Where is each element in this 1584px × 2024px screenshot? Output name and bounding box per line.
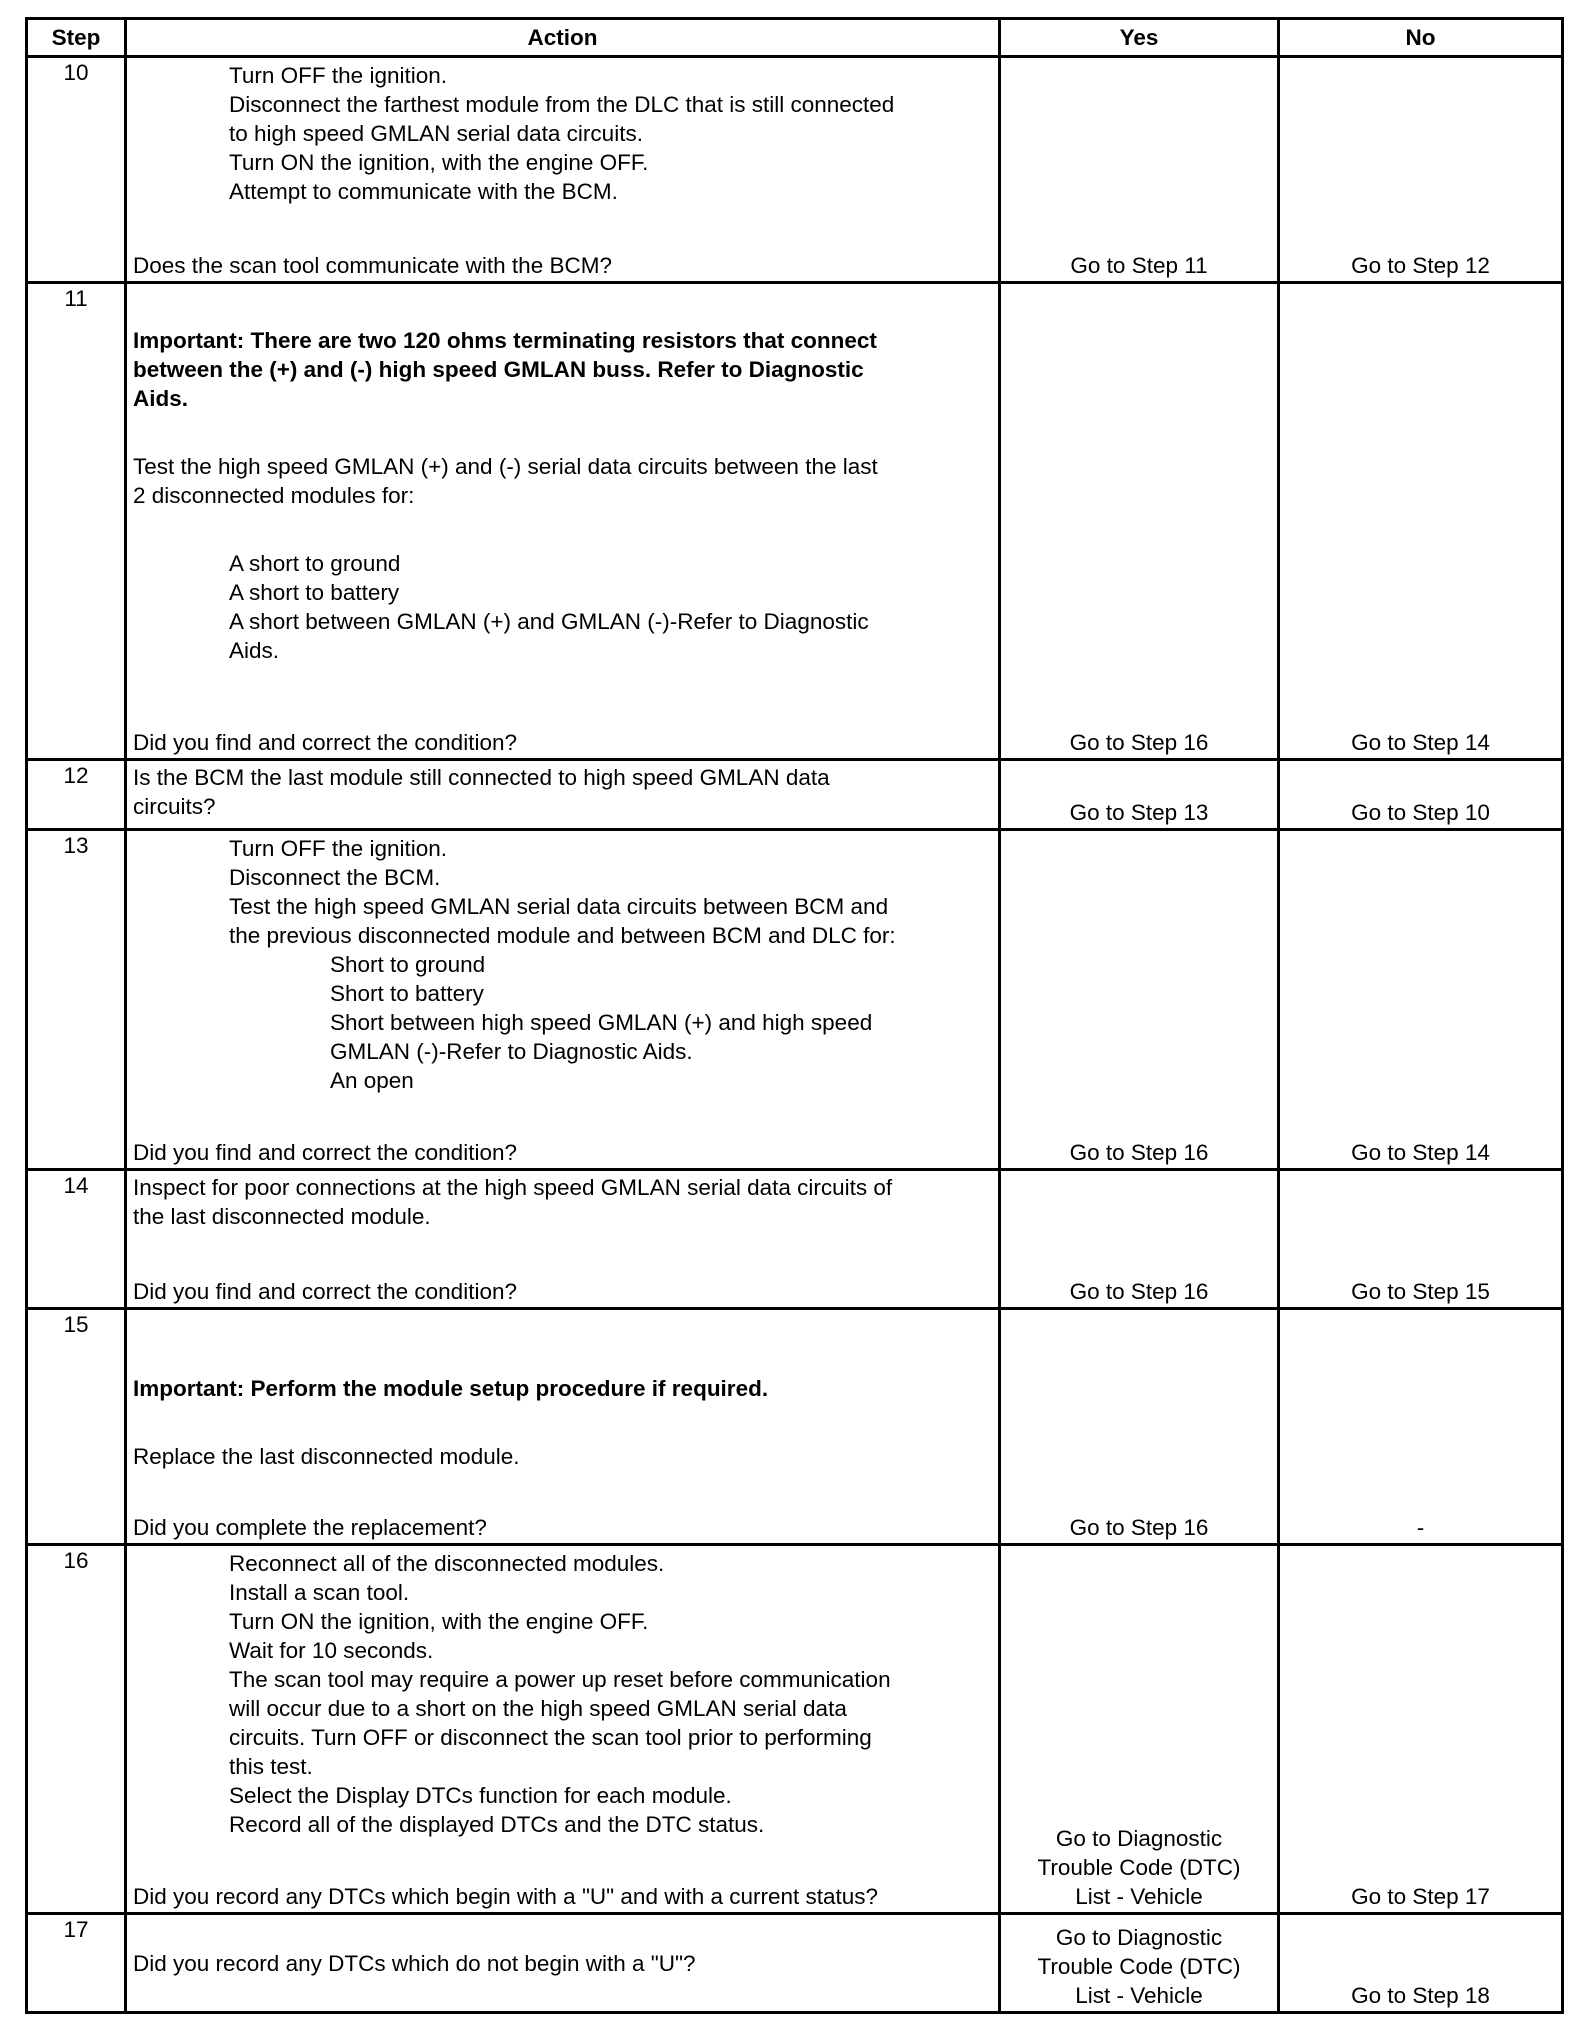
action-line: circuits. Turn OFF or disconnect the scan tool prior to performing <box>229 1725 872 1750</box>
no-answer: Go to Step 15 <box>1351 1279 1490 1304</box>
yes-answer-line: Go to Diagnostic <box>1055 1826 1223 1851</box>
yes-answer: Go to Step 13 <box>1069 800 1209 825</box>
header-action: Action <box>126 19 1000 57</box>
action-line: Replace the last disconnected module. <box>133 1444 520 1469</box>
action-line: Record all of the displayed DTCs and the DTC status. <box>229 1812 765 1837</box>
yes-cell <box>1000 1545 1279 1914</box>
yes-answer-line: List - Vehicle <box>1075 1884 1203 1909</box>
action-line: the last disconnected module. <box>133 1204 431 1229</box>
no-cell <box>1279 57 1563 283</box>
no-answer: Go to Step 14 <box>1351 730 1490 755</box>
question-text: Did you complete the replacement? <box>133 1515 487 1540</box>
step-number: 13 <box>27 830 126 1170</box>
no-answer: Go to Step 10 <box>1351 800 1490 825</box>
action-line: Turn ON the ignition, with the engine OFF. <box>229 1609 649 1634</box>
yes-answer <box>1001 1824 1277 1911</box>
action-line: Aids. <box>229 638 280 663</box>
yes-answer: Go to Step 16 <box>1069 1140 1209 1165</box>
yes-cell <box>1000 830 1279 1170</box>
action-cell <box>126 830 1000 1170</box>
action-cell <box>126 1545 1000 1914</box>
action-cell <box>126 760 1000 830</box>
test-line: 2 disconnected modules for: <box>133 483 415 508</box>
table-row <box>27 1914 1563 2013</box>
no-cell <box>1279 1170 1563 1309</box>
no-cell <box>1279 1309 1563 1545</box>
yes-cell <box>1000 1170 1279 1309</box>
no-cell <box>1279 283 1563 760</box>
yes-answer: Go to Step 16 <box>1069 1515 1209 1540</box>
no-answer: Go to Step 17 <box>1351 1884 1490 1909</box>
action-line: the previous disconnected module and between BCM and DLC for: <box>229 923 896 948</box>
action-line: A short between GMLAN (+) and GMLAN (-)-Refer to Diagnostic <box>229 609 869 634</box>
action-line: Wait for 10 seconds. <box>229 1638 434 1663</box>
yes-answer: Go to Step 16 <box>1069 1279 1209 1304</box>
no-cell <box>1279 830 1563 1170</box>
no-cell <box>1279 1545 1563 1914</box>
action-line: Install a scan tool. <box>229 1580 410 1605</box>
action-line: A short to ground <box>229 551 401 576</box>
sub-item: Short between high speed GMLAN (+) and high speed <box>330 1010 873 1035</box>
no-answer: Go to Step 12 <box>1351 253 1490 278</box>
step-number: 10 <box>27 57 126 283</box>
no-cell <box>1279 1914 1563 2013</box>
action-line: Disconnect the BCM. <box>229 865 441 890</box>
step-number: 17 <box>27 1914 126 2013</box>
yes-cell <box>1000 1309 1279 1545</box>
yes-answer-line: Trouble Code (DTC) <box>1037 1954 1241 1979</box>
yes-answer: Go to Step 11 <box>1070 253 1208 278</box>
important-line: between the (+) and (-) high speed GMLAN buss. Refer to Diagnostic <box>133 357 864 382</box>
action-line: Reconnect all of the disconnected modules. <box>229 1551 665 1576</box>
important-line: Important: Perform the module setup procedure if required. <box>133 1376 769 1401</box>
action-cell <box>126 1170 1000 1309</box>
action-line: Turn OFF the ignition. <box>229 63 448 88</box>
action-line: Turn ON the ignition, with the engine OFF. <box>229 150 649 175</box>
yes-answer: Go to Step 16 <box>1069 730 1209 755</box>
test-line: Test the high speed GMLAN (+) and (-) serial data circuits between the last <box>133 454 878 479</box>
step-number: 16 <box>27 1545 126 1914</box>
important-line: Important: There are two 120 ohms terminating resistors that connect <box>133 328 877 353</box>
yes-cell <box>1000 57 1279 283</box>
question-text: Did you find and correct the condition? <box>133 1279 517 1304</box>
action-line: to high speed GMLAN serial data circuits. <box>229 121 643 146</box>
diagnostic-table <box>25 17 1564 2014</box>
yes-answer-line: Go to Diagnostic <box>1055 1925 1223 1950</box>
action-line: this test. <box>229 1754 313 1779</box>
action-line: Attempt to communicate with the BCM. <box>229 179 618 204</box>
yes-answer <box>1001 1923 1277 2010</box>
question-text: Did you record any DTCs which do not begin with a "U"? <box>133 1950 696 1976</box>
question-line: Is the BCM the last module still connected to high speed GMLAN data <box>133 765 830 790</box>
table-row <box>27 283 1563 760</box>
question-text: Did you find and correct the condition? <box>133 730 517 755</box>
action-cell <box>126 283 1000 760</box>
action-line: A short to battery <box>229 580 400 605</box>
sub-item: An open <box>330 1068 414 1093</box>
yes-cell <box>1000 760 1279 830</box>
sub-item: Short to ground <box>330 952 486 977</box>
header-step: Step <box>27 19 126 57</box>
action-line: Disconnect the farthest module from the DLC that is still connected <box>229 92 895 117</box>
table-row <box>27 1170 1563 1309</box>
question-text: Did you find and correct the condition? <box>133 1140 517 1165</box>
no-cell <box>1279 760 1563 830</box>
action-cell <box>126 57 1000 283</box>
action-cell <box>126 1914 1000 2013</box>
table-row <box>27 1545 1563 1914</box>
question-text: Did you record any DTCs which begin with a "U" and with a current status? <box>133 1884 879 1909</box>
sub-item: GMLAN (-)-Refer to Diagnostic Aids. <box>330 1039 693 1064</box>
action-line: Test the high speed GMLAN serial data circuits between BCM and <box>229 894 889 919</box>
yes-answer-line: List - Vehicle <box>1075 1983 1203 2008</box>
yes-cell <box>1000 1914 1279 2013</box>
step-number: 15 <box>27 1309 126 1545</box>
sub-item: Short to battery <box>330 981 484 1006</box>
question-text: Does the scan tool communicate with the BCM? <box>133 253 612 278</box>
no-answer: Go to Step 14 <box>1351 1140 1490 1165</box>
table-row <box>27 760 1563 830</box>
important-line: Aids. <box>133 386 189 411</box>
yes-answer-line: Trouble Code (DTC) <box>1037 1855 1241 1880</box>
action-line: Inspect for poor connections at the high speed GMLAN serial data circuits of <box>133 1175 893 1200</box>
no-answer: Go to Step 18 <box>1351 1983 1490 2008</box>
action-cell <box>126 1309 1000 1545</box>
header-no: No <box>1279 19 1563 57</box>
step-number: 12 <box>27 760 126 830</box>
action-line: will occur due to a short on the high speed GMLAN serial data <box>229 1696 847 1721</box>
question-line: circuits? <box>133 794 216 819</box>
action-line: Select the Display DTCs function for each module. <box>229 1783 732 1808</box>
table-row <box>27 57 1563 283</box>
table-row <box>27 830 1563 1170</box>
table-row <box>27 1309 1563 1545</box>
yes-cell <box>1000 283 1279 760</box>
action-line: Turn OFF the ignition. <box>229 836 448 861</box>
action-line: The scan tool may require a power up reset before communication <box>229 1667 891 1692</box>
step-number: 14 <box>27 1170 126 1309</box>
header-row <box>27 19 1563 57</box>
no-answer: - <box>1416 1515 1425 1540</box>
header-yes: Yes <box>1000 19 1279 57</box>
step-number: 11 <box>27 283 126 760</box>
